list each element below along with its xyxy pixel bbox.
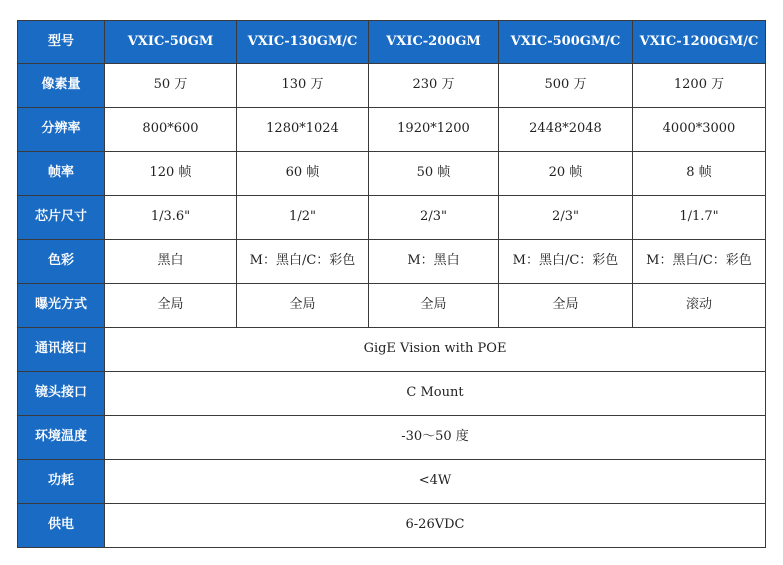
table-cell: 50 万 — [105, 64, 237, 108]
table-row-supply — [18, 504, 766, 548]
row-label: 色彩 — [18, 240, 105, 284]
table-cell: 230 万 — [369, 64, 499, 108]
table-cell: 120 帧 — [105, 152, 237, 196]
table-cell: 滚动 — [633, 284, 766, 328]
table-row-exposure — [18, 284, 766, 328]
table-cell: M：黑白/C：彩色 — [499, 240, 633, 284]
table-cell: 500 万 — [499, 64, 633, 108]
row-label: 芯片尺寸 — [18, 196, 105, 240]
table-cell-merged: GigE Vision with POE — [105, 328, 766, 372]
table-cell: 全局 — [499, 284, 633, 328]
row-label: 通讯接口 — [18, 328, 105, 372]
table-cell: 50 帧 — [369, 152, 499, 196]
table-cell: 1/1.7" — [633, 196, 766, 240]
table-cell: 130 万 — [237, 64, 369, 108]
table-row-lens-mount — [18, 372, 766, 416]
row-label: 曝光方式 — [18, 284, 105, 328]
table-cell: M：黑白/C：彩色 — [633, 240, 766, 284]
table-cell: 1200 万 — [633, 64, 766, 108]
table-row-framerate — [18, 152, 766, 196]
table-cell: M：黑白 — [369, 240, 499, 284]
table-cell: 20 帧 — [499, 152, 633, 196]
table-cell: 4000*3000 — [633, 108, 766, 152]
row-label: 像素量 — [18, 64, 105, 108]
table-cell: 全局 — [237, 284, 369, 328]
row-label: 镜头接口 — [18, 372, 105, 416]
table-cell: 1280*1024 — [237, 108, 369, 152]
table-row-interface — [18, 328, 766, 372]
table-cell-merged: -30～50 度 — [105, 416, 766, 460]
header-label-model: 型号 — [18, 21, 105, 64]
table-cell: 1920*1200 — [369, 108, 499, 152]
table-cell: 全局 — [105, 284, 237, 328]
header-model-4: VXIC-500GM/C — [499, 21, 633, 64]
header-model-5: VXIC-1200GM/C — [633, 21, 766, 64]
table-row-sensor-size — [18, 196, 766, 240]
table-cell: M：黑白/C：彩色 — [237, 240, 369, 284]
table-cell: 黑白 — [105, 240, 237, 284]
table-cell: 800*600 — [105, 108, 237, 152]
row-label: 帧率 — [18, 152, 105, 196]
table-row-resolution — [18, 108, 766, 152]
table-cell: 2/3" — [369, 196, 499, 240]
table-cell: 2/3" — [499, 196, 633, 240]
table-row-pixels — [18, 64, 766, 108]
header-model-1: VXIC-50GM — [105, 21, 237, 64]
table-header-row — [18, 21, 766, 64]
table-cell-merged: 6-26VDC — [105, 504, 766, 548]
header-model-2: VXIC-130GM/C — [237, 21, 369, 64]
row-label: 功耗 — [18, 460, 105, 504]
spec-table — [17, 20, 766, 548]
table-cell: 8 帧 — [633, 152, 766, 196]
header-model-3: VXIC-200GM — [369, 21, 499, 64]
table-row-temperature — [18, 416, 766, 460]
table-cell: 1/3.6" — [105, 196, 237, 240]
table-cell: 全局 — [369, 284, 499, 328]
table-row-power — [18, 460, 766, 504]
table-row-color — [18, 240, 766, 284]
table-cell: 1/2" — [237, 196, 369, 240]
table-cell-merged: <4W — [105, 460, 766, 504]
row-label: 供电 — [18, 504, 105, 548]
table-cell-merged: C Mount — [105, 372, 766, 416]
table-cell: 60 帧 — [237, 152, 369, 196]
row-label: 分辨率 — [18, 108, 105, 152]
row-label: 环境温度 — [18, 416, 105, 460]
table-cell: 2448*2048 — [499, 108, 633, 152]
